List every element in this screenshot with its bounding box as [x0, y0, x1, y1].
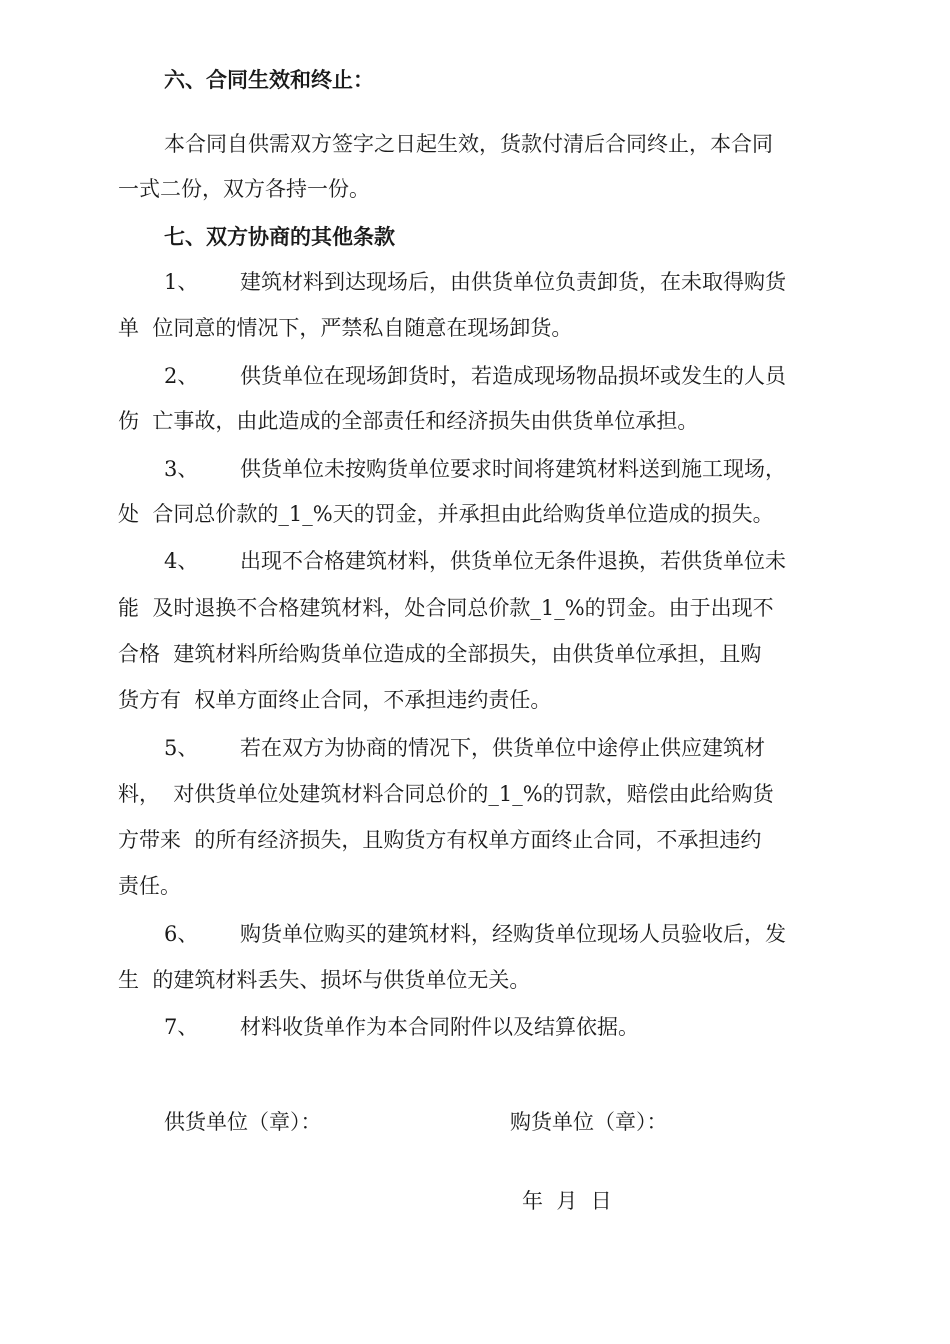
clause-text: 单 位同意的情况下，严禁私自随意在现场卸货。 — [118, 316, 573, 340]
clause-text: 供货单位未按购货单位要求时间将建筑材料送到施工现场， — [240, 457, 786, 481]
clause-number: 3、 — [164, 457, 199, 481]
clause-number: 1、 — [164, 270, 199, 294]
clause-text: 货方有 权单方面终止合同，不承担违约责任。 — [118, 688, 552, 712]
clause-text: 责任。 — [118, 874, 181, 898]
clause-text: 方带来 的所有经济损失，且购货方有权单方面终止合同，不承担违约 — [118, 828, 762, 852]
clause-number: 4、 — [164, 549, 199, 573]
clause-text: 伤 亡事故，由此造成的全部责任和经济损失由供货单位承担。 — [118, 409, 699, 433]
clause-text: 料， 对供货单位处建筑材料合同总价的_1_%的罚款，赔偿由此给购货 — [118, 782, 774, 806]
section-6-text-line: 一式二份，双方各持一份。 — [118, 177, 370, 201]
clause-text: 生 的建筑材料丢失、损坏与供货单位无关。 — [118, 968, 531, 992]
clause-text: 合格 建筑材料所给购货单位造成的全部损失，由供货单位承担，且购 — [118, 642, 762, 666]
clause-text: 建筑材料到达现场后，由供货单位负责卸货，在未取得购货 — [240, 270, 786, 294]
clause-text: 出现不合格建筑材料，供货单位无条件退换，若供货单位未 — [240, 549, 786, 573]
clause-text: 购货单位购买的建筑材料，经购货单位现场人员验收后，发 — [240, 922, 786, 946]
date-line: 年 月 日 — [522, 1189, 612, 1213]
clause-text: 供货单位在现场卸货时，若造成现场物品损坏或发生的人员 — [240, 364, 786, 388]
buyer-signature-label: 购货单位（章）： — [510, 1110, 668, 1134]
clause-number: 7、 — [164, 1015, 199, 1039]
clause-text: 材料收货单作为本合同附件以及结算依据。 — [240, 1015, 639, 1039]
clause-text: 若在双方为协商的情况下，供货单位中途停止供应建筑材 — [240, 736, 765, 760]
clause-number: 2、 — [164, 364, 199, 388]
section-7-heading: 七、双方协商的其他条款 — [164, 224, 395, 249]
clause-text: 处 合同总价款的_1_%天的罚金，并承担由此给购货单位造成的损失。 — [118, 502, 774, 526]
section-6-heading: 六、合同生效和终止： — [164, 67, 374, 92]
clause-text: 能 及时退换不合格建筑材料，处合同总价款_1_%的罚金。由于出现不 — [118, 596, 774, 620]
supplier-signature-label: 供货单位（章）： — [164, 1110, 322, 1134]
section-6-text-line: 本合同自供需双方签字之日起生效，货款付清后合同终止，本合同 — [164, 132, 773, 156]
clause-number: 5、 — [164, 736, 199, 760]
clause-number: 6、 — [164, 922, 199, 946]
